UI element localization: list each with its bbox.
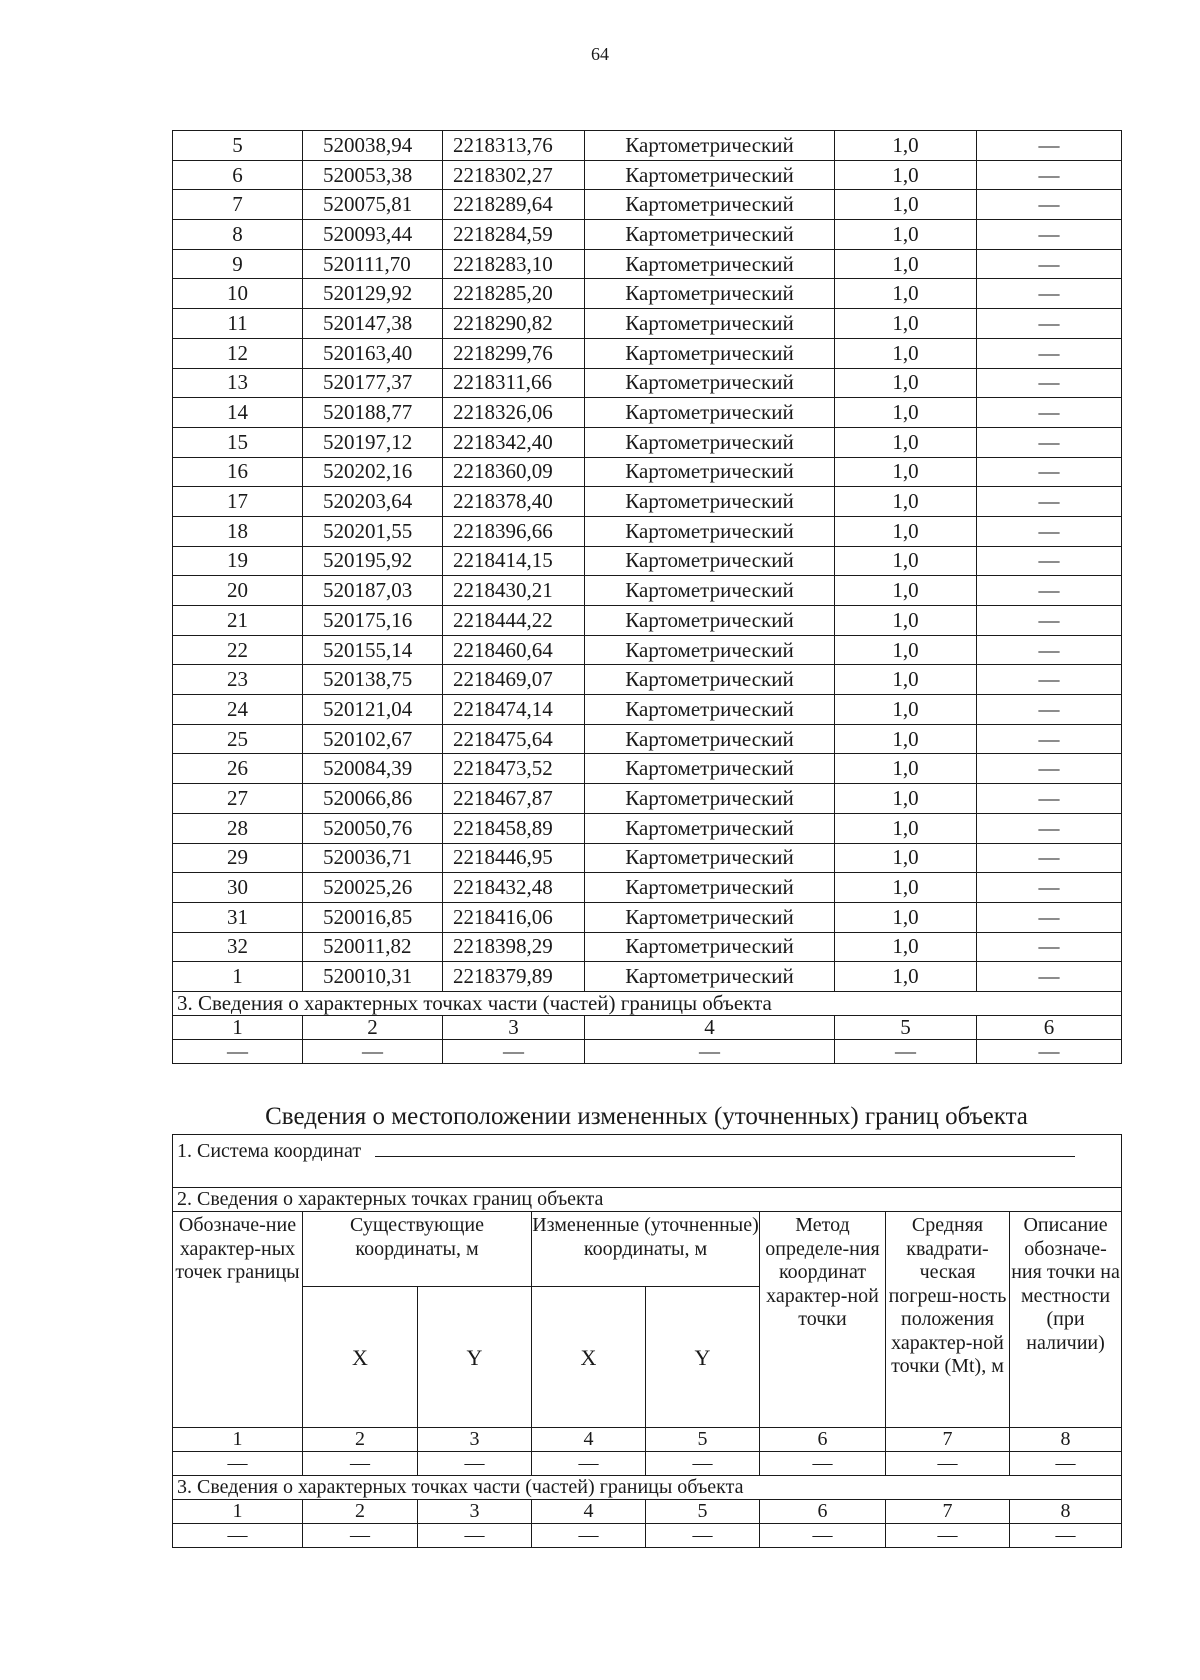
- description: —: [977, 220, 1122, 250]
- empty-cell: —: [1010, 1524, 1122, 1548]
- point-number: 5: [173, 131, 303, 161]
- table-row: [173, 457, 1122, 487]
- col-number: 3: [443, 1015, 585, 1039]
- method: Картометрический: [585, 932, 835, 962]
- description: —: [977, 606, 1122, 636]
- table-row: [173, 546, 1122, 576]
- table-row: [173, 160, 1122, 190]
- col-number: 3: [418, 1500, 532, 1524]
- description: —: [977, 962, 1122, 992]
- point-number: 19: [173, 546, 303, 576]
- coord-x: 520053,38: [303, 160, 443, 190]
- table-row: [173, 309, 1122, 339]
- point-number: 9: [173, 249, 303, 279]
- accuracy: 1,0: [835, 576, 977, 606]
- table-row: [173, 962, 1122, 992]
- coord-x: 520147,38: [303, 309, 443, 339]
- empty-cell: —: [886, 1452, 1010, 1476]
- point-number: 21: [173, 606, 303, 636]
- description: —: [977, 932, 1122, 962]
- method: Картометрический: [585, 516, 835, 546]
- description: —: [977, 576, 1122, 606]
- empty-cell: —: [835, 1039, 977, 1063]
- accuracy: 1,0: [835, 427, 977, 457]
- accuracy: 1,0: [835, 813, 977, 843]
- section3-number-row: [173, 1015, 1122, 1039]
- table-row: [173, 873, 1122, 903]
- point-number: 22: [173, 635, 303, 665]
- empty-cell: —: [418, 1524, 532, 1548]
- table-row: [173, 576, 1122, 606]
- section3-dash-row: [173, 1039, 1122, 1063]
- coord-x: 520075,81: [303, 190, 443, 220]
- method: Картометрический: [585, 338, 835, 368]
- col-number: 7: [886, 1500, 1010, 1524]
- coord-y: 2218430,21: [443, 576, 585, 606]
- col-number: 2: [303, 1500, 418, 1524]
- method: Картометрический: [585, 487, 835, 517]
- accuracy: 1,0: [835, 665, 977, 695]
- coordinate-system-cell: [173, 1135, 1122, 1166]
- page-number: 64: [591, 44, 609, 64]
- coord-x: 520177,37: [303, 368, 443, 398]
- coord-x: 520102,67: [303, 724, 443, 754]
- method: Картометрический: [585, 873, 835, 903]
- section3-title: 3. Сведения о характерных точках части (частей) границы объекта: [173, 991, 1122, 1015]
- accuracy: 1,0: [835, 754, 977, 784]
- table-row: [173, 784, 1122, 814]
- accuracy: 1,0: [835, 902, 977, 932]
- table-row: [173, 516, 1122, 546]
- header-method: Метод определе-ния координат характер-ной точки: [760, 1212, 886, 1428]
- coord-x: 520188,77: [303, 398, 443, 428]
- header-desc: Описание обозначе-ния точки на местности (при наличии): [1010, 1212, 1122, 1428]
- description: —: [977, 338, 1122, 368]
- coord-x: 520155,14: [303, 635, 443, 665]
- col-number: 8: [1010, 1500, 1122, 1524]
- coord-x: 520129,92: [303, 279, 443, 309]
- description: —: [977, 190, 1122, 220]
- point-number: 1: [173, 962, 303, 992]
- empty-cell: —: [646, 1452, 760, 1476]
- description: —: [977, 724, 1122, 754]
- empty-cell: —: [173, 1039, 303, 1063]
- empty-cell: —: [303, 1452, 418, 1476]
- coord-y: 2218467,87: [443, 784, 585, 814]
- column-number-row: [173, 1428, 1122, 1452]
- description: —: [977, 813, 1122, 843]
- description: —: [977, 695, 1122, 725]
- point-number: 11: [173, 309, 303, 339]
- coord-y: 2218446,95: [443, 843, 585, 873]
- empty-cell: —: [303, 1039, 443, 1063]
- accuracy: 1,0: [835, 843, 977, 873]
- coord-x: 520093,44: [303, 220, 443, 250]
- empty-cell: —: [977, 1039, 1122, 1063]
- method: Картометрический: [585, 843, 835, 873]
- coord-y: 2218311,66: [443, 368, 585, 398]
- description: —: [977, 249, 1122, 279]
- table-row: [173, 398, 1122, 428]
- table-row: [173, 220, 1122, 250]
- col-number: 6: [977, 1015, 1122, 1039]
- section3-title-row: [173, 1476, 1122, 1500]
- table-row: [173, 813, 1122, 843]
- col-number: 3: [418, 1428, 532, 1452]
- point-number: 14: [173, 398, 303, 428]
- header-row-1: [173, 1212, 1122, 1287]
- coord-y: 2218396,66: [443, 516, 585, 546]
- point-number: 15: [173, 427, 303, 457]
- point-number: 16: [173, 457, 303, 487]
- section2-title: 2. Сведения о характерных точках границ объекта: [173, 1188, 1122, 1212]
- description: —: [977, 487, 1122, 517]
- table-row: [173, 932, 1122, 962]
- col-number: 4: [585, 1015, 835, 1039]
- section2-title-row: [173, 1188, 1122, 1212]
- empty-cell: —: [760, 1524, 886, 1548]
- coord-x: 520025,26: [303, 873, 443, 903]
- table-row: [173, 427, 1122, 457]
- coord-x: 520050,76: [303, 813, 443, 843]
- header-changed-x: X: [532, 1287, 646, 1428]
- coord-y: 2218379,89: [443, 962, 585, 992]
- method: Картометрический: [585, 279, 835, 309]
- description: —: [977, 546, 1122, 576]
- description: —: [977, 427, 1122, 457]
- description: —: [977, 131, 1122, 161]
- col-number: 1: [173, 1500, 303, 1524]
- coordinate-system-fill-line: [375, 1138, 1075, 1157]
- point-number: 28: [173, 813, 303, 843]
- header-point: Обозначе-ние характер-ных точек границы: [173, 1212, 303, 1428]
- coord-x: 520121,04: [303, 695, 443, 725]
- empty-cell: —: [173, 1452, 303, 1476]
- accuracy: 1,0: [835, 962, 977, 992]
- description: —: [977, 457, 1122, 487]
- col-number: 5: [835, 1015, 977, 1039]
- method: Картометрический: [585, 813, 835, 843]
- accuracy: 1,0: [835, 695, 977, 725]
- coord-y: 2218285,20: [443, 279, 585, 309]
- accuracy: 1,0: [835, 546, 977, 576]
- blank-row: [173, 1165, 1122, 1188]
- coord-y: 2218432,48: [443, 873, 585, 903]
- coord-y: 2218313,76: [443, 131, 585, 161]
- description: —: [977, 665, 1122, 695]
- col-number: 8: [1010, 1428, 1122, 1452]
- col-number: 5: [646, 1500, 760, 1524]
- method: Картометрический: [585, 665, 835, 695]
- coord-y: 2218473,52: [443, 754, 585, 784]
- description: —: [977, 843, 1122, 873]
- coord-x: 520066,86: [303, 784, 443, 814]
- point-number: 30: [173, 873, 303, 903]
- coord-x: 520202,16: [303, 457, 443, 487]
- header-accuracy: Средняя квадрати-ческая погреш-ность положения характер-ной точки (Mt), м: [886, 1212, 1010, 1428]
- accuracy: 1,0: [835, 338, 977, 368]
- point-number: 23: [173, 665, 303, 695]
- coord-x: 520195,92: [303, 546, 443, 576]
- coord-y: 2218378,40: [443, 487, 585, 517]
- method: Картометрический: [585, 368, 835, 398]
- method: Картометрический: [585, 606, 835, 636]
- method: Картометрический: [585, 457, 835, 487]
- empty-cell: —: [760, 1452, 886, 1476]
- description: —: [977, 635, 1122, 665]
- accuracy: 1,0: [835, 724, 977, 754]
- accuracy: 1,0: [835, 784, 977, 814]
- accuracy: 1,0: [835, 368, 977, 398]
- method: Картометрический: [585, 309, 835, 339]
- empty-cell: —: [418, 1452, 532, 1476]
- coord-y: 2218475,64: [443, 724, 585, 754]
- point-number: 8: [173, 220, 303, 250]
- description: —: [977, 309, 1122, 339]
- empty-cell: —: [532, 1452, 646, 1476]
- coord-y: 2218458,89: [443, 813, 585, 843]
- coord-x: 520011,82: [303, 932, 443, 962]
- table-row: [173, 635, 1122, 665]
- boundary-points-table: [172, 130, 1122, 1064]
- coord-y: 2218283,10: [443, 249, 585, 279]
- table-row: [173, 665, 1122, 695]
- method: Картометрический: [585, 576, 835, 606]
- method: Картометрический: [585, 754, 835, 784]
- method: Картометрический: [585, 398, 835, 428]
- method: Картометрический: [585, 962, 835, 992]
- accuracy: 1,0: [835, 279, 977, 309]
- description: —: [977, 784, 1122, 814]
- description: —: [977, 368, 1122, 398]
- accuracy: 1,0: [835, 457, 977, 487]
- coordinate-system-label: 1. Система координат: [177, 1139, 362, 1162]
- col-number: 4: [532, 1500, 646, 1524]
- accuracy: 1,0: [835, 160, 977, 190]
- method: Картометрический: [585, 724, 835, 754]
- accuracy: 1,0: [835, 309, 977, 339]
- method: Картометрический: [585, 902, 835, 932]
- blank-cell: [173, 1165, 1122, 1188]
- coordinate-system-row: [173, 1135, 1122, 1166]
- accuracy: 1,0: [835, 398, 977, 428]
- point-number: 26: [173, 754, 303, 784]
- description: —: [977, 516, 1122, 546]
- point-number: 29: [173, 843, 303, 873]
- description: —: [977, 754, 1122, 784]
- accuracy: 1,0: [835, 873, 977, 903]
- accuracy: 1,0: [835, 932, 977, 962]
- coord-y: 2218414,15: [443, 546, 585, 576]
- table-row: [173, 338, 1122, 368]
- method: Картометрический: [585, 131, 835, 161]
- coord-y: 2218342,40: [443, 427, 585, 457]
- section-heading: Сведения о местоположении измененных (уточненных) границ объекта: [265, 1103, 1028, 1130]
- point-number: 31: [173, 902, 303, 932]
- section3-number-row: [173, 1500, 1122, 1524]
- coord-y: 2218474,14: [443, 695, 585, 725]
- method: Картометрический: [585, 635, 835, 665]
- section3-title: 3. Сведения о характерных точках части (частей) границы объекта: [173, 1476, 1122, 1500]
- accuracy: 1,0: [835, 220, 977, 250]
- header-changed-y: Y: [646, 1287, 760, 1428]
- description: —: [977, 160, 1122, 190]
- point-number: 18: [173, 516, 303, 546]
- table-row: [173, 190, 1122, 220]
- table-row: [173, 249, 1122, 279]
- boundary-points-body: [173, 131, 1122, 992]
- method: Картометрический: [585, 427, 835, 457]
- coord-y: 2218289,64: [443, 190, 585, 220]
- point-number: 20: [173, 576, 303, 606]
- col-number: 2: [303, 1015, 443, 1039]
- coord-x: 520197,12: [303, 427, 443, 457]
- method: Картометрический: [585, 190, 835, 220]
- table-row: [173, 606, 1122, 636]
- header-existing: Существующие координаты, м: [303, 1212, 532, 1287]
- description: —: [977, 398, 1122, 428]
- coord-y: 2218360,09: [443, 457, 585, 487]
- method: Картометрический: [585, 784, 835, 814]
- coord-y: 2218326,06: [443, 398, 585, 428]
- method: Картометрический: [585, 695, 835, 725]
- empty-cell: —: [1010, 1452, 1122, 1476]
- coord-y: 2218302,27: [443, 160, 585, 190]
- table-row: [173, 487, 1122, 517]
- coord-x: 520163,40: [303, 338, 443, 368]
- point-number: 17: [173, 487, 303, 517]
- coord-y: 2218299,76: [443, 338, 585, 368]
- coord-y: 2218416,06: [443, 902, 585, 932]
- col-number: 2: [303, 1428, 418, 1452]
- point-number: 13: [173, 368, 303, 398]
- coord-x: 520111,70: [303, 249, 443, 279]
- table-row: [173, 754, 1122, 784]
- method: Картометрический: [585, 546, 835, 576]
- method: Картометрический: [585, 160, 835, 190]
- method: Картометрический: [585, 249, 835, 279]
- col-number: 6: [760, 1500, 886, 1524]
- coord-x: 520187,03: [303, 576, 443, 606]
- coord-y: 2218398,29: [443, 932, 585, 962]
- empty-cell: —: [585, 1039, 835, 1063]
- description: —: [977, 279, 1122, 309]
- accuracy: 1,0: [835, 487, 977, 517]
- accuracy: 1,0: [835, 131, 977, 161]
- coord-y: 2218444,22: [443, 606, 585, 636]
- table-row: [173, 843, 1122, 873]
- coord-x: 520175,16: [303, 606, 443, 636]
- coord-x: 520010,31: [303, 962, 443, 992]
- changed-boundaries-table: [172, 1134, 1122, 1548]
- empty-cell: —: [303, 1524, 418, 1548]
- coord-x: 520038,94: [303, 131, 443, 161]
- accuracy: 1,0: [835, 635, 977, 665]
- empty-cell: —: [443, 1039, 585, 1063]
- point-number: 24: [173, 695, 303, 725]
- col-number: 7: [886, 1428, 1010, 1452]
- accuracy: 1,0: [835, 190, 977, 220]
- col-number: 6: [760, 1428, 886, 1452]
- table-row: [173, 902, 1122, 932]
- table-row: [173, 368, 1122, 398]
- section3-title-row: [173, 991, 1122, 1015]
- header-changed: Измененные (уточненные) координаты, м: [532, 1212, 760, 1287]
- method: Картометрический: [585, 220, 835, 250]
- col-number: 4: [532, 1428, 646, 1452]
- coord-x: 520036,71: [303, 843, 443, 873]
- point-number: 25: [173, 724, 303, 754]
- empty-cell: —: [646, 1524, 760, 1548]
- accuracy: 1,0: [835, 516, 977, 546]
- col-number: 1: [173, 1428, 303, 1452]
- coord-y: 2218290,82: [443, 309, 585, 339]
- empty-cell: —: [173, 1524, 303, 1548]
- empty-cell: —: [886, 1524, 1010, 1548]
- dash-row: [173, 1452, 1122, 1476]
- coord-y: 2218284,59: [443, 220, 585, 250]
- header-existing-y: Y: [418, 1287, 532, 1428]
- header-existing-x: X: [303, 1287, 418, 1428]
- section3-dash-row: [173, 1524, 1122, 1548]
- accuracy: 1,0: [835, 606, 977, 636]
- col-number: 1: [173, 1015, 303, 1039]
- empty-cell: —: [532, 1524, 646, 1548]
- point-number: 6: [173, 160, 303, 190]
- coord-y: 2218469,07: [443, 665, 585, 695]
- table-row: [173, 131, 1122, 161]
- point-number: 12: [173, 338, 303, 368]
- table-row: [173, 695, 1122, 725]
- coord-x: 520084,39: [303, 754, 443, 784]
- table-row: [173, 724, 1122, 754]
- coord-x: 520016,85: [303, 902, 443, 932]
- table-row: [173, 279, 1122, 309]
- coord-y: 2218460,64: [443, 635, 585, 665]
- coord-x: 520203,64: [303, 487, 443, 517]
- point-number: 27: [173, 784, 303, 814]
- coord-x: 520138,75: [303, 665, 443, 695]
- coord-x: 520201,55: [303, 516, 443, 546]
- point-number: 10: [173, 279, 303, 309]
- col-number: 5: [646, 1428, 760, 1452]
- point-number: 7: [173, 190, 303, 220]
- description: —: [977, 873, 1122, 903]
- point-number: 32: [173, 932, 303, 962]
- accuracy: 1,0: [835, 249, 977, 279]
- description: —: [977, 902, 1122, 932]
